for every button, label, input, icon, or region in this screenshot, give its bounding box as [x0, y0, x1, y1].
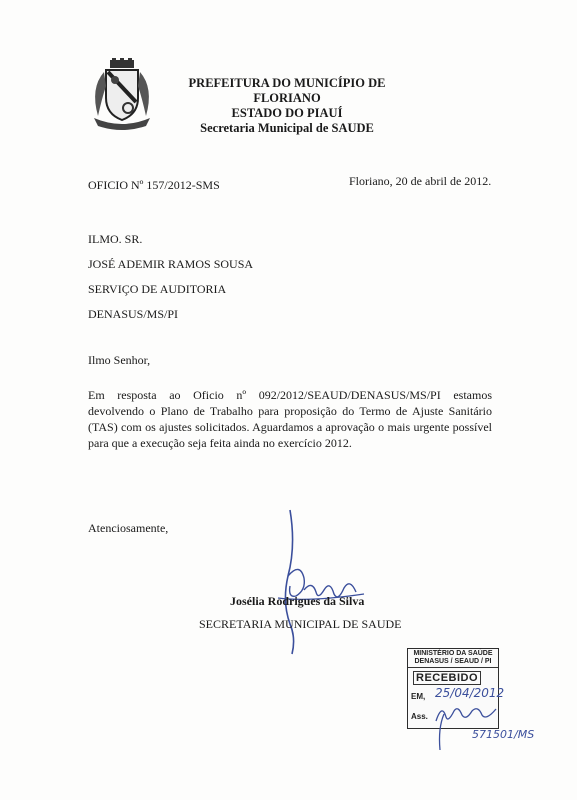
stamp-received-label: RECEBIDO: [413, 671, 481, 685]
recipient-honorific: ILMO. SR.: [88, 232, 143, 246]
stamp-ink-stroke: [428, 712, 458, 752]
recipient-organization: DENASUS/MS/PI: [88, 307, 179, 321]
letterhead-title: PREFEITURA DO MUNICÍPIO DE FLORIANO: [188, 76, 386, 105]
letterhead-secretariat: Secretaria Municipal de SAUDE: [200, 121, 374, 135]
salutation: Ilmo Senhor,: [88, 353, 151, 367]
document-reference: OFICIO Nº 157/2012-SMS: [88, 178, 220, 192]
recipient-department: SERVIÇO DE AUDITORIA: [88, 282, 227, 296]
recipient-name: JOSÉ ADEMIR RAMOS SOUSA: [88, 257, 254, 271]
stamp-reference-number: 571501/MS: [472, 728, 535, 741]
stamp-unit: DENASUS / SEAUD / PI: [414, 658, 492, 665]
stamp-signature-label: Ass.: [411, 712, 428, 721]
letterhead-state: ESTADO DO PIAUÍ: [231, 106, 343, 120]
closing: Atenciosamente,: [88, 521, 169, 535]
letter-body: Em resposta ao Oficio nº 092/2012/SEAUD/DENASUS/MS/PI estamos devolvendo o Plano de Trabalho para proposição do Termo de Ajuste Sanitário (TAS) com os ajustes solicitados. Aguardamos a aprovação o mais urgente possível para que a execução seja feita ainda no exercício 2012.: [88, 388, 492, 450]
signer-name: Josélia Rodrigues da Silva: [230, 594, 365, 608]
stamp-date-label: EM,: [411, 692, 426, 701]
handwritten-signature: [260, 506, 370, 656]
document-date: Floriano, 20 de abril de 2012.: [349, 174, 492, 188]
municipal-crest-logo: [88, 58, 156, 130]
stamp-date-value: 25/04/2012: [435, 686, 505, 700]
stamp-header: [408, 649, 498, 668]
signer-title: SECRETARIA MUNICIPAL DE SAUDE: [199, 617, 402, 631]
stamp-ministry: MINISTÉRIO DA SAÚDE: [413, 650, 493, 657]
letterhead: [158, 76, 416, 136]
